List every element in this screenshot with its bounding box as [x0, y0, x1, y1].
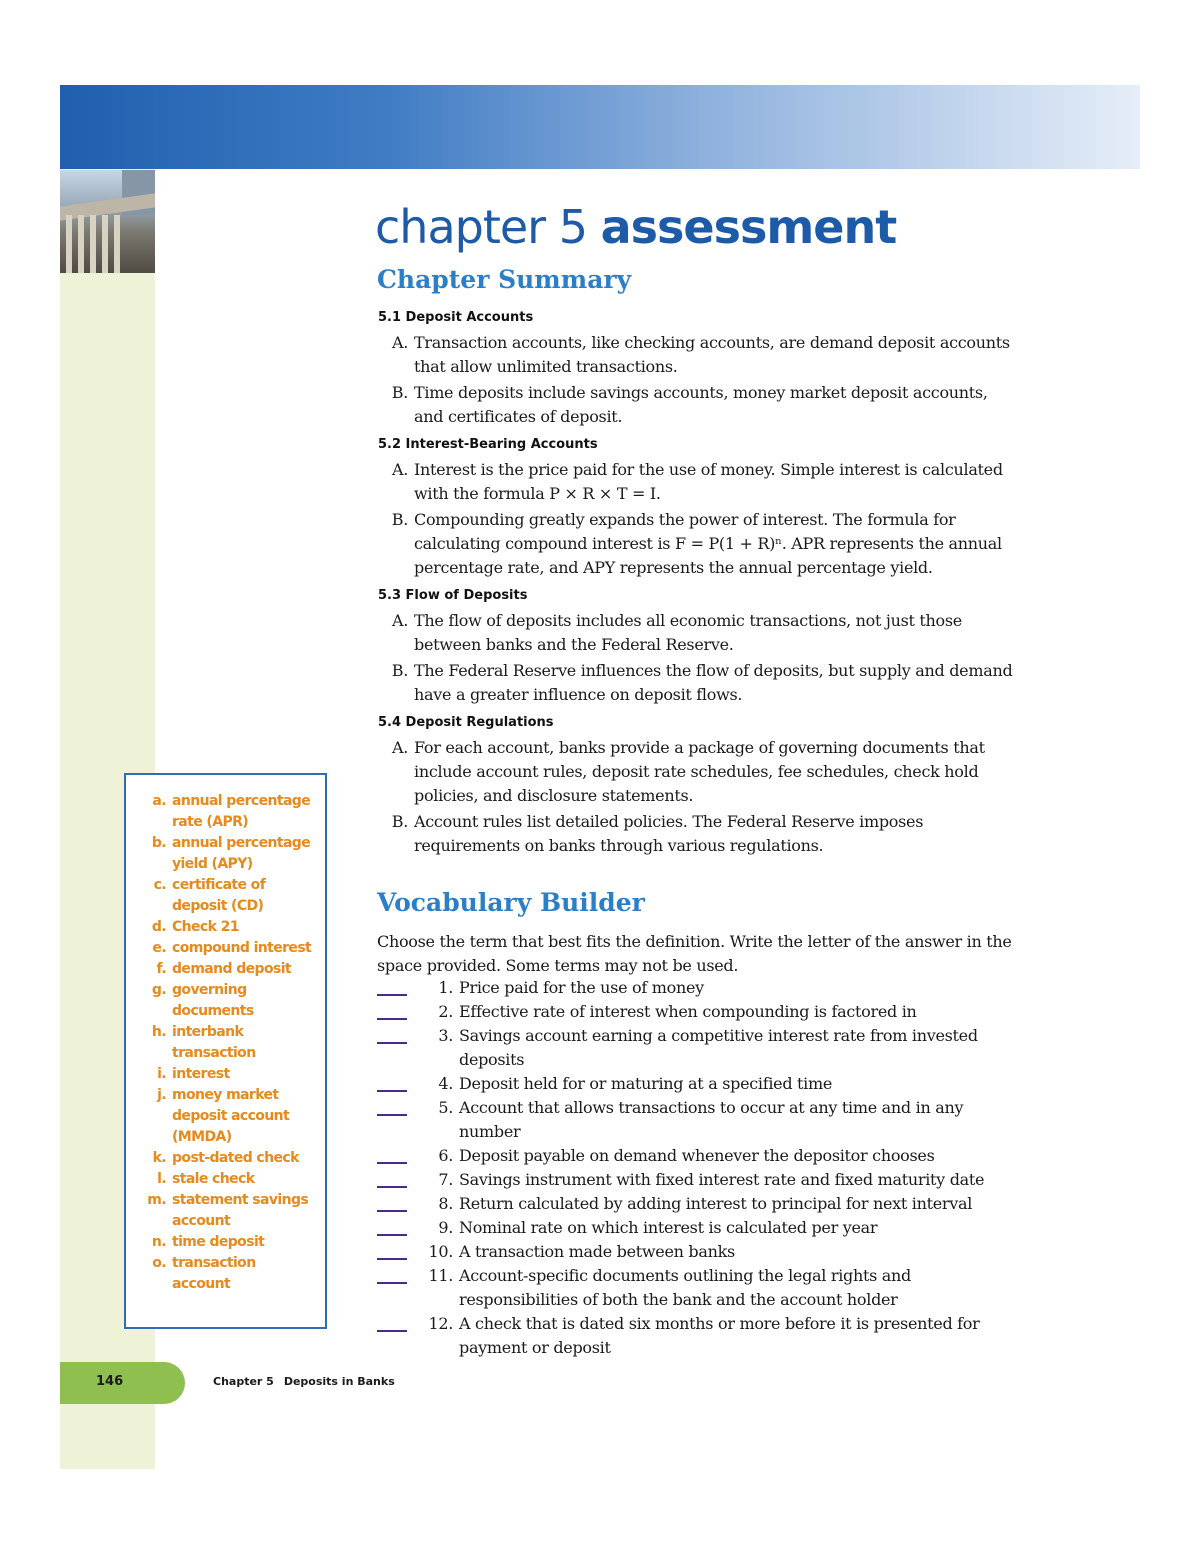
vocab-question — [377, 1312, 1027, 1360]
summary-section-heading: 5.1 Deposit Accounts — [378, 310, 534, 325]
vocab-question-list — [377, 976, 1027, 1360]
vocab-question — [377, 1240, 1027, 1264]
vocab-term — [142, 917, 317, 938]
vocab-term-text: money market deposit account (MMDA) — [172, 1087, 290, 1145]
vocab-term-text: interest — [172, 1066, 230, 1082]
vocab-question — [377, 1072, 1027, 1096]
vocab-term-text: demand deposit — [172, 961, 291, 977]
vocab-term-text: statement savings account — [172, 1192, 309, 1229]
question-number: 2. — [438, 1002, 453, 1021]
summary-point-letter: B. — [391, 661, 408, 680]
question-number: 3. — [438, 1026, 453, 1045]
vocab-term — [142, 980, 317, 1022]
vocab-term — [142, 833, 317, 875]
summary-point-letter: A. — [391, 611, 408, 630]
vocab-term-text: interbank transaction — [172, 1024, 256, 1061]
question-number: 11. — [428, 1266, 453, 1285]
vocab-term — [142, 1085, 317, 1148]
vocab-term-text: certificate of deposit (CD) — [172, 877, 266, 914]
page-number: 146 — [96, 1374, 124, 1389]
vocab-question — [377, 1096, 1027, 1144]
answer-blank[interactable] — [377, 1264, 407, 1312]
vocab-term-letter: g. — [151, 982, 166, 998]
vocab-term-letter: f. — [156, 961, 166, 977]
vocab-term-text: transaction account — [172, 1255, 256, 1292]
vocab-heading: Vocabulary Builder — [377, 888, 645, 917]
question-text: Price paid for the use of money — [459, 978, 704, 997]
vocab-term-letter: n. — [151, 1234, 166, 1250]
question-number: 8. — [438, 1194, 453, 1213]
summary-point-letter: B. — [391, 510, 408, 529]
answer-blank[interactable] — [377, 1144, 407, 1168]
vocab-term-text: post-dated check — [172, 1150, 299, 1166]
question-number: 10. — [428, 1242, 453, 1261]
answer-blank[interactable] — [377, 1240, 407, 1264]
summary-point — [378, 381, 1018, 429]
header-banner — [60, 85, 1140, 169]
vocab-term-letter: o. — [152, 1255, 166, 1271]
answer-blank[interactable] — [377, 1168, 407, 1192]
vocab-question — [377, 1024, 1027, 1072]
vocab-instructions: Choose the term that best fits the definition. Write the letter of the answer in the space provided. Some terms may not be used. — [377, 932, 1012, 975]
question-number: 4. — [438, 1074, 453, 1093]
summary-point — [378, 736, 1018, 808]
vocab-term-letter: c. — [153, 877, 166, 893]
summary-section — [378, 715, 1018, 858]
vocab-term-letter: e. — [152, 940, 166, 956]
vocab-term-letter: h. — [151, 1024, 166, 1040]
answer-blank[interactable] — [377, 1312, 407, 1360]
vocab-term-letter: b. — [151, 835, 166, 851]
vocab-term-letter: a. — [152, 793, 166, 809]
summary-section-heading: 5.4 Deposit Regulations — [378, 715, 554, 730]
summary-point-letter: A. — [391, 738, 408, 757]
question-number: 5. — [438, 1098, 453, 1117]
answer-blank[interactable] — [377, 1192, 407, 1216]
vocab-term-letter: d. — [151, 919, 166, 935]
vocab-question — [377, 1192, 1027, 1216]
summary-section-heading: 5.3 Flow of Deposits — [378, 588, 528, 603]
summary-point-text: Account rules list detailed policies. The Federal Reserve imposes requirements on banks through various regulations. — [414, 812, 924, 855]
vocab-term-letter: m. — [147, 1192, 166, 1208]
question-text: Savings instrument with fixed interest rate and fixed maturity date — [459, 1170, 985, 1189]
summary-point-letter: A. — [391, 460, 408, 479]
vocab-term-text: governing documents — [172, 982, 254, 1019]
summary-point-text: The flow of deposits includes all economic transactions, not just those between banks and the Federal Reserve. — [414, 611, 962, 654]
vocab-question — [377, 1216, 1027, 1240]
summary-point-letter: B. — [391, 812, 408, 831]
summary-section — [378, 588, 1018, 707]
summary-point-text: For each account, banks provide a package of governing documents that include account rules, deposit rate schedules, fee schedules, check hold policies, and disclosure statements. — [414, 738, 985, 805]
summary-point-text: Interest is the price paid for the use of money. Simple interest is calculated with the formula P × R × T = I. — [414, 460, 1003, 503]
answer-blank[interactable] — [377, 1096, 407, 1144]
vocab-term — [142, 875, 317, 917]
vocab-term — [142, 1232, 317, 1253]
summary-section — [378, 310, 1018, 429]
building-photo — [60, 170, 155, 273]
question-text: Account that allows transactions to occur at any time and in any number — [459, 1098, 964, 1141]
question-text: Nominal rate on which interest is calculated per year — [459, 1218, 878, 1237]
answer-blank[interactable] — [377, 1216, 407, 1240]
summary-point — [378, 508, 1018, 580]
question-text: A transaction made between banks — [459, 1242, 735, 1261]
vocab-term-letter: k. — [152, 1150, 166, 1166]
question-text: Deposit payable on demand whenever the depositor chooses — [459, 1146, 935, 1165]
vocab-term — [142, 1190, 317, 1232]
summary-point-text: Transaction accounts, like checking accounts, are demand deposit accounts that allow unlimited transactions. — [414, 333, 1010, 376]
vocab-question — [377, 1264, 1027, 1312]
vocab-term-text: annual percentage yield (APY) — [172, 835, 311, 872]
vocab-term — [142, 1064, 317, 1085]
question-number: 1. — [438, 978, 453, 997]
chapter-summary — [378, 310, 1018, 866]
question-text: Return calculated by adding interest to principal for next interval — [459, 1194, 973, 1213]
question-text: Deposit held for or maturing at a specified time — [459, 1074, 833, 1093]
summary-section-heading: 5.2 Interest-Bearing Accounts — [378, 437, 598, 452]
summary-point — [378, 609, 1018, 657]
summary-point — [378, 659, 1018, 707]
vocab-term — [142, 791, 317, 833]
summary-point — [378, 458, 1018, 506]
vocab-term-letter: l. — [157, 1171, 166, 1187]
question-text: A check that is dated six months or more before it is presented for payment or deposit — [459, 1314, 980, 1357]
summary-point-letter: B. — [391, 383, 408, 402]
vocab-term — [142, 1148, 317, 1169]
chapter-title: chapter 5 assessment — [375, 200, 897, 254]
question-number: 9. — [438, 1218, 453, 1237]
summary-point — [378, 331, 1018, 379]
summary-point-text: Time deposits include savings accounts, money market deposit accounts, and certificates of deposit. — [414, 383, 988, 426]
summary-point-letter: A. — [391, 333, 408, 352]
vocab-term — [142, 959, 317, 980]
vocab-term-text: Check 21 — [172, 919, 239, 935]
summary-point — [378, 810, 1018, 858]
vocab-question — [377, 1000, 1027, 1024]
answer-blank[interactable] — [377, 1024, 407, 1072]
question-number: 12. — [428, 1314, 453, 1333]
summary-point-text: The Federal Reserve influences the flow of deposits, but supply and demand have a greater influence on deposit flows. — [414, 661, 1013, 704]
question-text: Savings account earning a competitive interest rate from invested deposits — [459, 1026, 978, 1069]
vocab-term-text: time deposit — [172, 1234, 265, 1250]
question-text: Account-specific documents outlining the legal rights and responsibilities of both the bank and the account holder — [459, 1266, 911, 1309]
vocab-term — [142, 1022, 317, 1064]
vocab-term-letter: i. — [157, 1066, 166, 1082]
question-number: 6. — [438, 1146, 453, 1165]
question-text: Effective rate of interest when compounding is factored in — [459, 1002, 917, 1021]
summary-point-text: Compounding greatly expands the power of interest. The formula for calculating compound interest is F = P(1 + R)ⁿ. APR represents the annual percentage rate, and APY represents the annual percentage yield. — [414, 510, 1002, 577]
vocab-term — [142, 938, 317, 959]
vocab-term-text: stale check — [172, 1171, 255, 1187]
vocab-term-letter: j. — [157, 1087, 166, 1103]
summary-heading: Chapter Summary — [377, 265, 632, 294]
answer-blank[interactable] — [377, 976, 407, 1000]
running-footer — [213, 1375, 395, 1388]
footer-chapter: Chapter 5 — [213, 1375, 274, 1388]
vocab-term-box — [124, 773, 327, 1329]
vocab-term — [142, 1253, 317, 1295]
summary-section — [378, 437, 1018, 580]
vocab-term — [142, 1169, 317, 1190]
footer-chapter-title: Deposits in Banks — [283, 1375, 395, 1388]
vocab-question — [377, 1144, 1027, 1168]
question-number: 7. — [438, 1170, 453, 1189]
answer-blank[interactable] — [377, 1000, 407, 1024]
vocab-question — [377, 976, 1027, 1000]
vocab-term-text: compound interest — [172, 940, 312, 956]
vocab-question — [377, 1168, 1027, 1192]
answer-blank[interactable] — [377, 1072, 407, 1096]
vocab-term-text: annual percentage rate (APR) — [172, 793, 311, 830]
